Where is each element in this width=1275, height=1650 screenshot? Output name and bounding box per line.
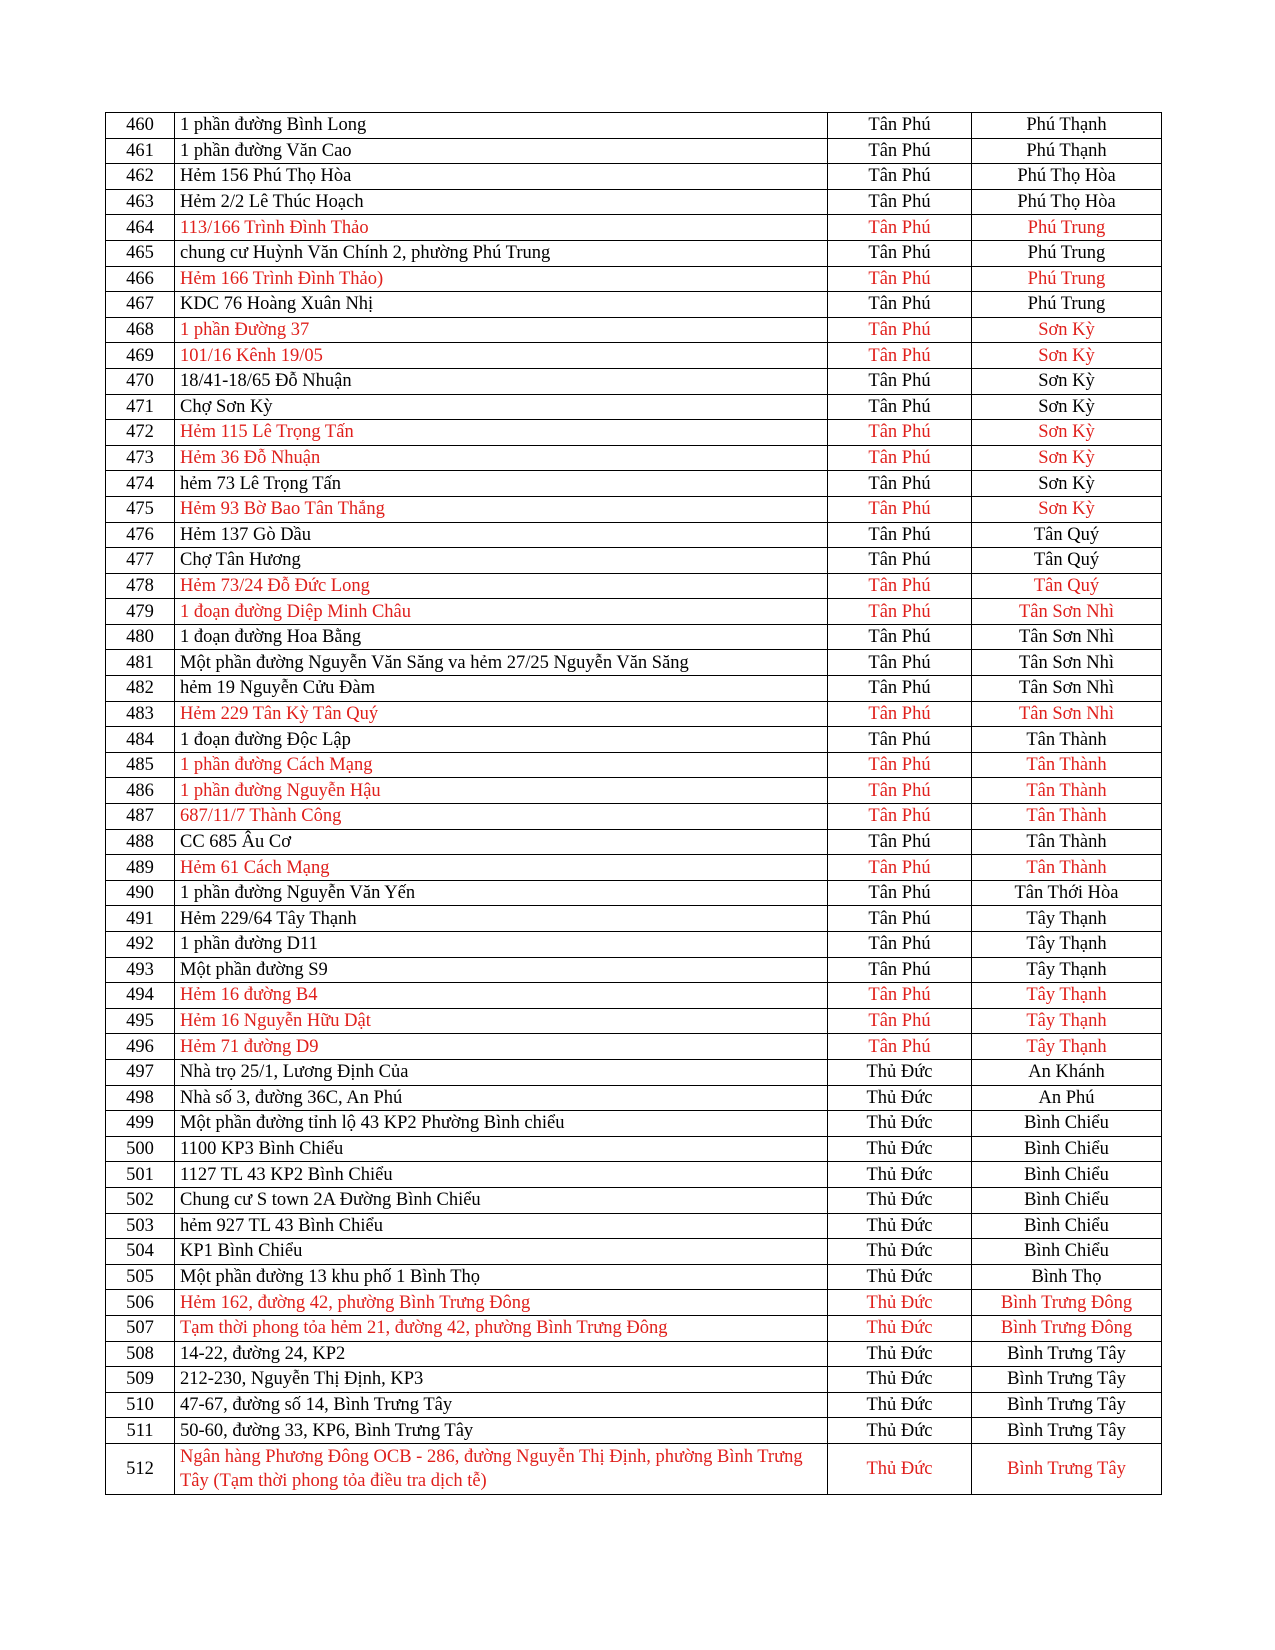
ward-cell: An Phú — [972, 1085, 1162, 1111]
district-cell: Thủ Đức — [828, 1290, 972, 1316]
table-row — [106, 1085, 1162, 1111]
district-cell: Tân Phú — [828, 471, 972, 497]
table-row — [106, 650, 1162, 676]
address-cell: Hẻm 162, đường 42, phường Bình Trưng Đông — [175, 1290, 828, 1316]
table-row — [106, 1059, 1162, 1085]
row-number: 509 — [106, 1367, 175, 1393]
ward-cell: Bình Trưng Tây — [972, 1418, 1162, 1444]
row-number: 483 — [106, 701, 175, 727]
district-cell: Thủ Đức — [828, 1085, 972, 1111]
address-cell: 1 phần đường D11 — [175, 932, 828, 958]
row-number: 461 — [106, 138, 175, 164]
address-cell: CC 685 Âu Cơ — [175, 829, 828, 855]
address-cell: 14-22, đường 24, KP2 — [175, 1341, 828, 1367]
ward-cell: Tân Thành — [972, 829, 1162, 855]
table-row — [106, 394, 1162, 420]
district-cell: Tân Phú — [828, 676, 972, 702]
district-cell: Thủ Đức — [828, 1315, 972, 1341]
ward-cell: Sơn Kỳ — [972, 445, 1162, 471]
address-cell: 1 đoạn đường Hoa Bằng — [175, 624, 828, 650]
row-number: 493 — [106, 957, 175, 983]
table-row — [106, 727, 1162, 753]
table-row — [106, 548, 1162, 574]
ward-cell: Phú Thạnh — [972, 113, 1162, 139]
ward-cell: Tân Sơn Nhì — [972, 624, 1162, 650]
row-number: 508 — [106, 1341, 175, 1367]
table-row — [106, 1341, 1162, 1367]
table-row — [106, 1443, 1162, 1494]
ward-cell: Tân Sơn Nhì — [972, 650, 1162, 676]
address-cell: Hẻm 71 đường D9 — [175, 1034, 828, 1060]
ward-cell: Tân Quý — [972, 522, 1162, 548]
lockdown-locations-table — [105, 112, 1162, 1495]
district-cell: Tân Phú — [828, 829, 972, 855]
table-row — [106, 573, 1162, 599]
row-number: 480 — [106, 624, 175, 650]
district-cell: Tân Phú — [828, 420, 972, 446]
address-cell: Hẻm 137 Gò Dầu — [175, 522, 828, 548]
row-number: 506 — [106, 1290, 175, 1316]
district-cell: Tân Phú — [828, 1034, 972, 1060]
row-number: 512 — [106, 1443, 175, 1494]
address-cell: 101/16 Kênh 19/05 — [175, 343, 828, 369]
address-cell: Hẻm 2/2 Lê Thúc Hoạch — [175, 189, 828, 215]
address-cell: Hẻm 166 Trình Đình Thảo) — [175, 266, 828, 292]
table-row — [106, 266, 1162, 292]
district-cell: Thủ Đức — [828, 1111, 972, 1137]
ward-cell: Tân Sơn Nhì — [972, 701, 1162, 727]
row-number: 486 — [106, 778, 175, 804]
address-cell: Tạm thời phong tỏa hẻm 21, đường 42, phường Bình Trưng Đông — [175, 1315, 828, 1341]
address-cell: Chợ Tân Hương — [175, 548, 828, 574]
row-number: 495 — [106, 1008, 175, 1034]
table-row — [106, 368, 1162, 394]
address-cell: Hẻm 73/24 Đỗ Đức Long — [175, 573, 828, 599]
ward-cell: Sơn Kỳ — [972, 317, 1162, 343]
table-row — [106, 292, 1162, 318]
row-number: 499 — [106, 1111, 175, 1137]
row-number: 500 — [106, 1136, 175, 1162]
address-cell: Ngân hàng Phương Đông OCB - 286, đường Nguyễn Thị Định, phường Bình Trưng Tây (Tạm thời phong tỏa điều tra dịch tễ) — [175, 1443, 828, 1494]
ward-cell: Phú Trung — [972, 266, 1162, 292]
ward-cell: Tân Quý — [972, 573, 1162, 599]
district-cell: Thủ Đức — [828, 1264, 972, 1290]
table-row — [106, 855, 1162, 881]
row-number: 496 — [106, 1034, 175, 1060]
ward-cell: Tân Thành — [972, 855, 1162, 881]
row-number: 492 — [106, 932, 175, 958]
ward-cell: Bình Chiểu — [972, 1213, 1162, 1239]
district-cell: Thủ Đức — [828, 1187, 972, 1213]
ward-cell: Sơn Kỳ — [972, 343, 1162, 369]
row-number: 505 — [106, 1264, 175, 1290]
row-number: 504 — [106, 1239, 175, 1265]
district-cell: Tân Phú — [828, 624, 972, 650]
table-row — [106, 957, 1162, 983]
address-cell: Chợ Sơn Kỳ — [175, 394, 828, 420]
ward-cell: Bình Thọ — [972, 1264, 1162, 1290]
district-cell: Thủ Đức — [828, 1136, 972, 1162]
ward-cell: Bình Chiểu — [972, 1162, 1162, 1188]
table-row — [106, 983, 1162, 1009]
row-number: 463 — [106, 189, 175, 215]
table-row — [106, 1008, 1162, 1034]
row-number: 469 — [106, 343, 175, 369]
ward-cell: Bình Trưng Tây — [972, 1367, 1162, 1393]
address-cell: 1 phần đường Nguyễn Văn Yến — [175, 880, 828, 906]
ward-cell: Tân Sơn Nhì — [972, 676, 1162, 702]
district-cell: Tân Phú — [828, 368, 972, 394]
table-row — [106, 343, 1162, 369]
table-body — [106, 113, 1162, 1495]
district-cell: Tân Phú — [828, 317, 972, 343]
address-cell: Hẻm 115 Lê Trọng Tấn — [175, 420, 828, 446]
address-cell: hẻm 19 Nguyễn Cửu Đàm — [175, 676, 828, 702]
district-cell: Tân Phú — [828, 855, 972, 881]
row-number: 471 — [106, 394, 175, 420]
table-row — [106, 445, 1162, 471]
ward-cell: Tân Sơn Nhì — [972, 599, 1162, 625]
row-number: 473 — [106, 445, 175, 471]
table-row — [106, 189, 1162, 215]
address-cell: Một phần đường S9 — [175, 957, 828, 983]
table-row — [106, 317, 1162, 343]
table-row — [106, 496, 1162, 522]
row-number: 476 — [106, 522, 175, 548]
row-number: 479 — [106, 599, 175, 625]
row-number: 487 — [106, 804, 175, 830]
district-cell: Tân Phú — [828, 164, 972, 190]
address-cell: 50-60, đường 33, KP6, Bình Trưng Tây — [175, 1418, 828, 1444]
ward-cell: Tây Thạnh — [972, 983, 1162, 1009]
district-cell: Tân Phú — [828, 932, 972, 958]
row-number: 465 — [106, 240, 175, 266]
address-cell: hẻm 73 Lê Trọng Tấn — [175, 471, 828, 497]
row-number: 488 — [106, 829, 175, 855]
row-number: 484 — [106, 727, 175, 753]
address-cell: Chung cư S town 2A Đường Bình Chiểu — [175, 1187, 828, 1213]
district-cell: Tân Phú — [828, 752, 972, 778]
table-row — [106, 624, 1162, 650]
ward-cell: Tây Thạnh — [972, 906, 1162, 932]
table-row — [106, 1290, 1162, 1316]
ward-cell: Tây Thạnh — [972, 1008, 1162, 1034]
district-cell: Tân Phú — [828, 548, 972, 574]
table-row — [106, 932, 1162, 958]
address-cell: Nhà số 3, đường 36C, An Phú — [175, 1085, 828, 1111]
table-row — [106, 1136, 1162, 1162]
ward-cell: Tây Thạnh — [972, 1034, 1162, 1060]
address-cell: Nhà trọ 25/1, Lương Định Của — [175, 1059, 828, 1085]
district-cell: Tân Phú — [828, 394, 972, 420]
address-cell: 47-67, đường số 14, Bình Trưng Tây — [175, 1392, 828, 1418]
address-cell: Một phần đường 13 khu phố 1 Bình Thọ — [175, 1264, 828, 1290]
address-cell: 1 đoạn đường Diệp Minh Châu — [175, 599, 828, 625]
district-cell: Tân Phú — [828, 573, 972, 599]
district-cell: Thủ Đức — [828, 1213, 972, 1239]
table-row — [106, 522, 1162, 548]
ward-cell: Phú Thạnh — [972, 138, 1162, 164]
ward-cell: Bình Trưng Tây — [972, 1341, 1162, 1367]
address-cell: 212-230, Nguyễn Thị Định, KP3 — [175, 1367, 828, 1393]
district-cell: Thủ Đức — [828, 1341, 972, 1367]
ward-cell: Sơn Kỳ — [972, 496, 1162, 522]
district-cell: Thủ Đức — [828, 1443, 972, 1494]
row-number: 474 — [106, 471, 175, 497]
row-number: 490 — [106, 880, 175, 906]
district-cell: Tân Phú — [828, 983, 972, 1009]
row-number: 464 — [106, 215, 175, 241]
ward-cell: Bình Trưng Đông — [972, 1290, 1162, 1316]
address-cell: 1 phần đường Bình Long — [175, 113, 828, 139]
table-row — [106, 906, 1162, 932]
row-number: 498 — [106, 1085, 175, 1111]
district-cell: Tân Phú — [828, 522, 972, 548]
district-cell: Tân Phú — [828, 804, 972, 830]
district-cell: Tân Phú — [828, 778, 972, 804]
address-cell: hẻm 927 TL 43 Bình Chiểu — [175, 1213, 828, 1239]
ward-cell: Sơn Kỳ — [972, 368, 1162, 394]
table-row — [106, 880, 1162, 906]
district-cell: Thủ Đức — [828, 1392, 972, 1418]
table-row — [106, 676, 1162, 702]
table-row — [106, 113, 1162, 139]
row-number: 507 — [106, 1315, 175, 1341]
address-cell: chung cư Huỳnh Văn Chính 2, phường Phú Trung — [175, 240, 828, 266]
table-row — [106, 599, 1162, 625]
address-cell: Một phần đường tỉnh lộ 43 KP2 Phường Bình chiểu — [175, 1111, 828, 1137]
table-row — [106, 1367, 1162, 1393]
ward-cell: Tân Thành — [972, 778, 1162, 804]
address-cell: 1 phần đường Văn Cao — [175, 138, 828, 164]
row-number: 503 — [106, 1213, 175, 1239]
district-cell: Tân Phú — [828, 343, 972, 369]
ward-cell: Bình Chiểu — [972, 1111, 1162, 1137]
table-row — [106, 778, 1162, 804]
district-cell: Thủ Đức — [828, 1059, 972, 1085]
table-row — [106, 240, 1162, 266]
district-cell: Tân Phú — [828, 727, 972, 753]
table-row — [106, 1392, 1162, 1418]
district-cell: Tân Phú — [828, 496, 972, 522]
address-cell: Hẻm 61 Cách Mạng — [175, 855, 828, 881]
ward-cell: Sơn Kỳ — [972, 394, 1162, 420]
district-cell: Tân Phú — [828, 215, 972, 241]
address-cell: KP1 Bình Chiểu — [175, 1239, 828, 1265]
ward-cell: Tân Thành — [972, 727, 1162, 753]
row-number: 489 — [106, 855, 175, 881]
row-number: 481 — [106, 650, 175, 676]
address-cell: Một phần đường Nguyễn Văn Săng va hẻm 27/25 Nguyễn Văn Săng — [175, 650, 828, 676]
district-cell: Tân Phú — [828, 240, 972, 266]
address-cell: 1100 KP3 Bình Chiểu — [175, 1136, 828, 1162]
ward-cell: Phú Trung — [972, 292, 1162, 318]
ward-cell: Phú Thọ Hòa — [972, 164, 1162, 190]
row-number: 468 — [106, 317, 175, 343]
table-row — [106, 215, 1162, 241]
row-number: 472 — [106, 420, 175, 446]
district-cell: Tân Phú — [828, 189, 972, 215]
row-number: 467 — [106, 292, 175, 318]
row-number: 485 — [106, 752, 175, 778]
row-number: 497 — [106, 1059, 175, 1085]
district-cell: Tân Phú — [828, 906, 972, 932]
row-number: 501 — [106, 1162, 175, 1188]
table-row — [106, 164, 1162, 190]
table-row — [106, 471, 1162, 497]
district-cell: Tân Phú — [828, 1008, 972, 1034]
address-cell: 687/11/7 Thành Công — [175, 804, 828, 830]
address-cell: Hẻm 229 Tân Kỳ Tân Quý — [175, 701, 828, 727]
ward-cell: Tân Quý — [972, 548, 1162, 574]
district-cell: Tân Phú — [828, 445, 972, 471]
row-number: 491 — [106, 906, 175, 932]
row-number: 462 — [106, 164, 175, 190]
address-cell: 1 phần Đường 37 — [175, 317, 828, 343]
row-number: 482 — [106, 676, 175, 702]
district-cell: Tân Phú — [828, 701, 972, 727]
address-cell: Hẻm 93 Bờ Bao Tân Thắng — [175, 496, 828, 522]
row-number: 470 — [106, 368, 175, 394]
row-number: 475 — [106, 496, 175, 522]
ward-cell: Phú Trung — [972, 215, 1162, 241]
district-cell: Tân Phú — [828, 138, 972, 164]
address-cell: Hẻm 16 Nguyễn Hữu Dật — [175, 1008, 828, 1034]
row-number: 494 — [106, 983, 175, 1009]
row-number: 477 — [106, 548, 175, 574]
table-row — [106, 829, 1162, 855]
address-cell: 1127 TL 43 KP2 Bình Chiểu — [175, 1162, 828, 1188]
table-row — [106, 138, 1162, 164]
table-row — [106, 1213, 1162, 1239]
address-cell: 113/166 Trình Đình Thảo — [175, 215, 828, 241]
table-row — [106, 1187, 1162, 1213]
ward-cell: Sơn Kỳ — [972, 471, 1162, 497]
ward-cell: Tây Thạnh — [972, 957, 1162, 983]
ward-cell: Bình Trưng Tây — [972, 1392, 1162, 1418]
row-number: 502 — [106, 1187, 175, 1213]
row-number: 478 — [106, 573, 175, 599]
district-cell: Tân Phú — [828, 266, 972, 292]
table-row — [106, 1315, 1162, 1341]
district-cell: Thủ Đức — [828, 1367, 972, 1393]
address-cell: 18/41-18/65 Đỗ Nhuận — [175, 368, 828, 394]
address-cell: 1 đoạn đường Độc Lập — [175, 727, 828, 753]
table-row — [106, 752, 1162, 778]
ward-cell: Tây Thạnh — [972, 932, 1162, 958]
district-cell: Tân Phú — [828, 292, 972, 318]
address-cell: Hẻm 36 Đỗ Nhuận — [175, 445, 828, 471]
address-cell: Hẻm 16 đường B4 — [175, 983, 828, 1009]
table-row — [106, 1264, 1162, 1290]
table-row — [106, 1239, 1162, 1265]
district-cell: Tân Phú — [828, 880, 972, 906]
ward-cell: Bình Chiểu — [972, 1239, 1162, 1265]
district-cell: Tân Phú — [828, 599, 972, 625]
ward-cell: Bình Trưng Tây — [972, 1443, 1162, 1494]
district-cell: Tân Phú — [828, 957, 972, 983]
address-cell: 1 phần đường Nguyễn Hậu — [175, 778, 828, 804]
table-row — [106, 1162, 1162, 1188]
district-cell: Thủ Đức — [828, 1418, 972, 1444]
ward-cell: Tân Thới Hòa — [972, 880, 1162, 906]
ward-cell: Phú Thọ Hòa — [972, 189, 1162, 215]
table-row — [106, 1418, 1162, 1444]
ward-cell: Phú Trung — [972, 240, 1162, 266]
ward-cell: Bình Chiểu — [972, 1136, 1162, 1162]
address-cell: Hẻm 156 Phú Thọ Hòa — [175, 164, 828, 190]
ward-cell: Bình Chiểu — [972, 1187, 1162, 1213]
address-cell: KDC 76 Hoàng Xuân Nhị — [175, 292, 828, 318]
ward-cell: Sơn Kỳ — [972, 420, 1162, 446]
row-number: 466 — [106, 266, 175, 292]
address-cell: Hẻm 229/64 Tây Thạnh — [175, 906, 828, 932]
table-row — [106, 701, 1162, 727]
district-cell: Tân Phú — [828, 650, 972, 676]
ward-cell: An Khánh — [972, 1059, 1162, 1085]
table-row — [106, 1034, 1162, 1060]
address-cell: 1 phần đường Cách Mạng — [175, 752, 828, 778]
row-number: 460 — [106, 113, 175, 139]
district-cell: Tân Phú — [828, 113, 972, 139]
ward-cell: Tân Thành — [972, 752, 1162, 778]
district-cell: Thủ Đức — [828, 1239, 972, 1265]
row-number: 511 — [106, 1418, 175, 1444]
table-row — [106, 420, 1162, 446]
district-cell: Thủ Đức — [828, 1162, 972, 1188]
table-row — [106, 804, 1162, 830]
ward-cell: Bình Trưng Đông — [972, 1315, 1162, 1341]
ward-cell: Tân Thành — [972, 804, 1162, 830]
table-row — [106, 1111, 1162, 1137]
row-number: 510 — [106, 1392, 175, 1418]
